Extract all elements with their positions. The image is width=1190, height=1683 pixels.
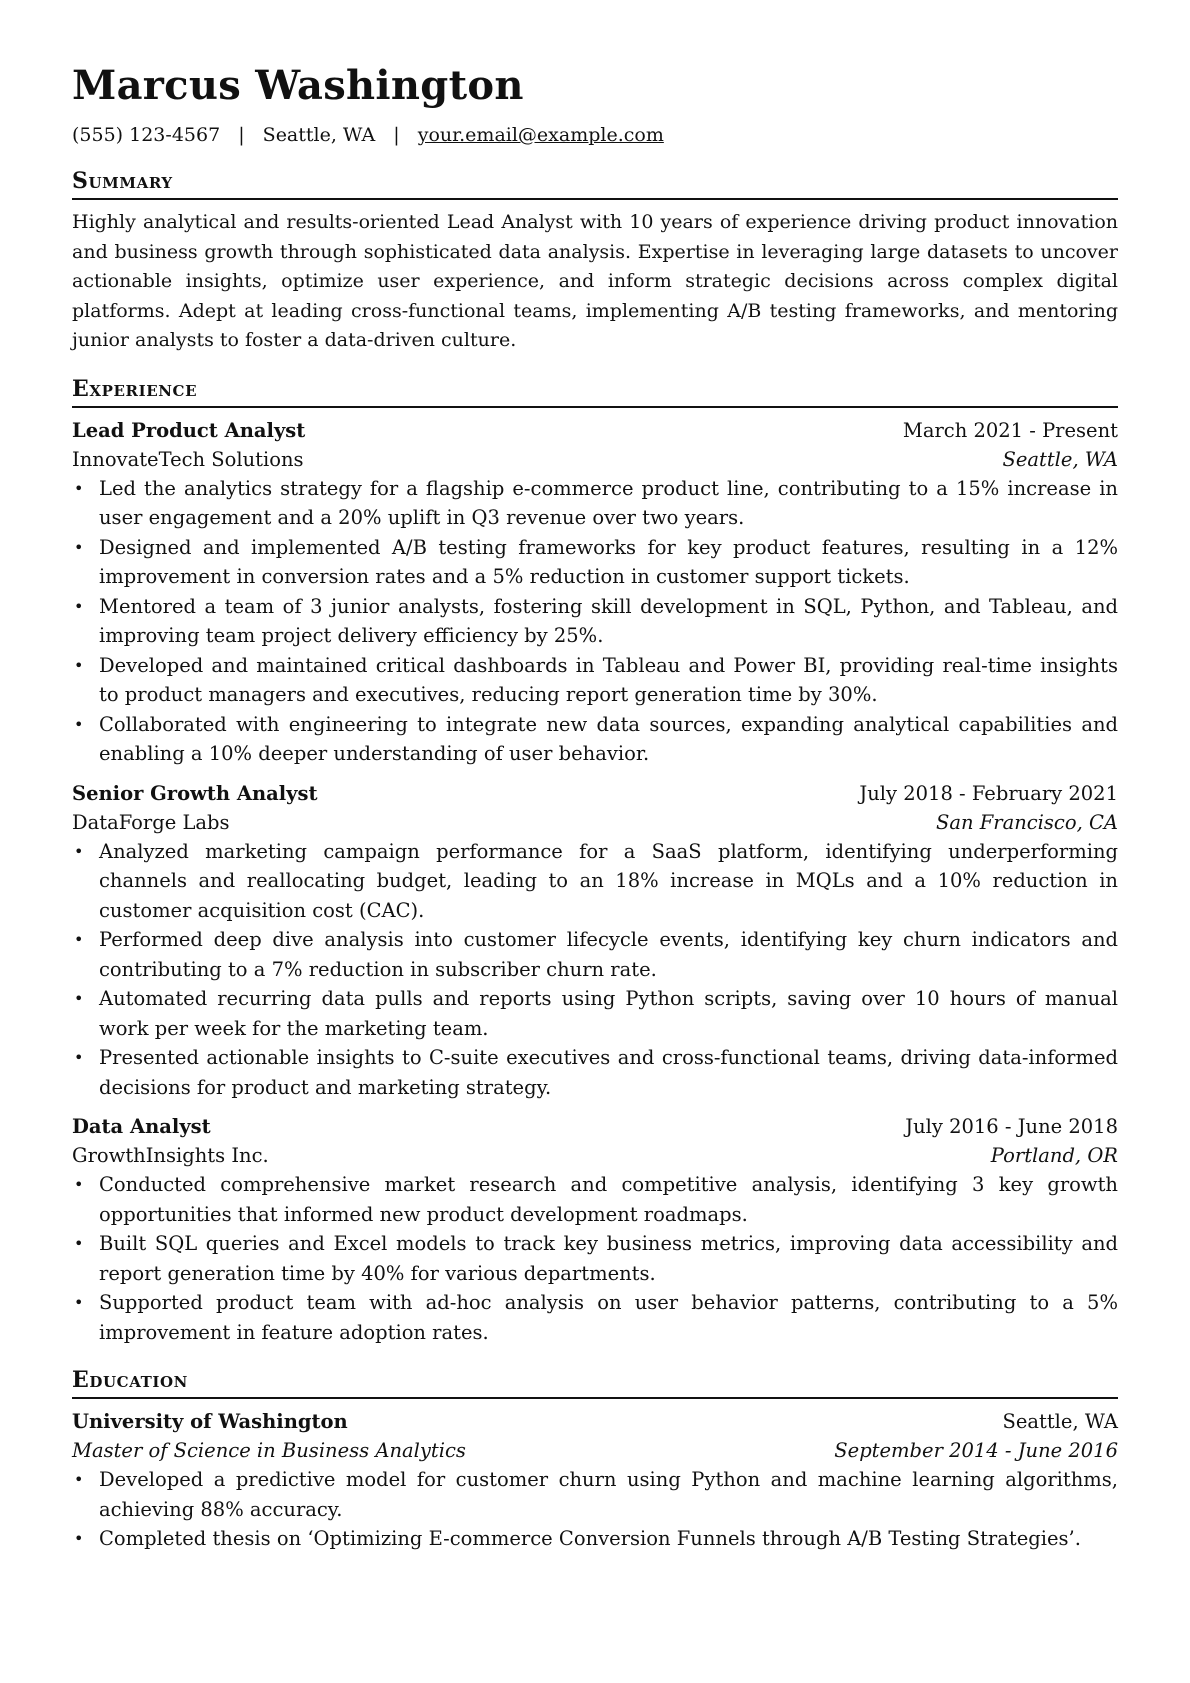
company-name: DataForge Labs [72, 810, 230, 834]
job-entry [72, 779, 1118, 1103]
job-bullets [72, 474, 1118, 769]
job-bullets [72, 837, 1118, 1103]
email-link[interactable]: your.email@example.com [417, 124, 664, 146]
education-bullets [72, 1465, 1118, 1554]
summary-text: Highly analytical and results-oriented Lead Analyst with 10 years of experience driving product innovation and business growth through sophisticated data analysis. Expertise in leveraging large datasets to uncover actionable insights, optimize user experience, and inform strategic decisions across complex digital platforms. Adept at leading cross-functional teams, implementing A/B testing frameworks, and mentoring junior analysts to foster a data-driven culture. [72, 211, 1118, 351]
summary-section [72, 166, 1118, 356]
full-name: Marcus Washington [72, 62, 524, 109]
job-company-row [72, 445, 1118, 474]
education-dates: September 2014 - June 2016 [834, 1439, 1118, 1462]
list-item: • Mentored a team of 3 junior analysts, fostering skill development in SQL, Python, and Tableau, and improving team project delivery efficiency by 25%. [99, 592, 1118, 651]
list-item: • Led the analytics strategy for a flagship e-commerce product line, contributing to a 15% increase in user engagement and a 20% uplift in Q3 revenue over two years. [99, 474, 1118, 533]
section-title-experience: Experience [72, 374, 1118, 408]
job-entry [72, 1112, 1118, 1347]
list-item: • Supported product team with ad-hoc analysis on user behavior patterns, contributing to a 5% improvement in feature adoption rates. [99, 1288, 1118, 1347]
location: Seattle, WA [262, 124, 376, 146]
section-title-summary: Summary [72, 166, 1118, 200]
list-item: • Conducted comprehensive market research and competitive analysis, identifying 3 key growth opportunities that informed new product development roadmaps. [99, 1170, 1118, 1229]
degree-name: Master of Science in Business Analytics [72, 1439, 466, 1462]
job-title: Data Analyst [72, 1115, 211, 1138]
list-item: • Performed deep dive analysis into customer lifecycle events, identifying key churn indicators and contributing to a 7% reduction in subscriber churn rate. [99, 925, 1118, 984]
company-name: InnovateTech Solutions [72, 447, 304, 471]
job-location: Seattle, WA [1002, 447, 1118, 471]
job-header-row [72, 416, 1118, 445]
job-company-row [72, 1141, 1118, 1170]
job-location: San Francisco, CA [935, 810, 1118, 834]
experience-section [72, 374, 1118, 1348]
job-header-row [72, 779, 1118, 808]
job-dates: July 2018 - February 2021 [859, 781, 1118, 805]
section-title-education: Education [72, 1365, 1118, 1399]
school-row [72, 1407, 1118, 1436]
job-company-row [72, 808, 1118, 837]
list-item: • Designed and implemented A/B testing frameworks for key product features, resulting in a 12% improvement in conversion rates and a 5% reduction in customer support tickets. [99, 533, 1118, 592]
list-item: • Developed and maintained critical dashboards in Tableau and Power BI, providing real-time insights to product managers and executives, reducing report generation time by 30%. [99, 651, 1118, 710]
job-location: Portland, OR [990, 1144, 1118, 1167]
list-item: • Automated recurring data pulls and reports using Python scripts, saving over 10 hours of manual work per week for the marketing team. [99, 984, 1118, 1043]
separator: | [393, 124, 400, 146]
school-name: University of Washington [72, 1410, 348, 1433]
list-item: • Collaborated with engineering to integrate new data sources, expanding analytical capabilities and enabling a 10% deeper understanding of user behavior. [99, 710, 1118, 769]
list-item: • Developed a predictive model for customer churn using Python and machine learning algorithms, achieving 88% accuracy. [99, 1465, 1118, 1524]
list-item: • Completed thesis on ‘Optimizing E-commerce Conversion Funnels through A/B Testing Strategies’. [99, 1524, 1118, 1554]
job-title: Lead Product Analyst [72, 418, 306, 442]
job-dates: July 2016 - June 2018 [905, 1115, 1118, 1138]
company-name: GrowthInsights Inc. [72, 1144, 269, 1167]
job-header-row [72, 1112, 1118, 1141]
separator: | [238, 124, 245, 146]
list-item: • Presented actionable insights to C-suite executives and cross-functional teams, driving data-informed decisions for product and marketing strategy. [99, 1043, 1118, 1102]
phone: (555) 123-4567 [72, 124, 221, 146]
education-section [72, 1365, 1118, 1554]
contact-line [72, 122, 1118, 148]
education-entry [72, 1407, 1118, 1554]
list-item: • Analyzed marketing campaign performance for a SaaS platform, identifying underperforming channels and reallocating budget, leading to an 18% increase in MQLs and a 10% reduction in customer acquisition cost (CAC). [99, 837, 1118, 926]
job-dates: March 2021 - Present [902, 418, 1118, 442]
job-title: Senior Growth Analyst [72, 781, 318, 805]
degree-row [72, 1436, 1118, 1465]
school-location: Seattle, WA [1002, 1410, 1118, 1433]
job-bullets [72, 1170, 1118, 1347]
header [72, 58, 1118, 148]
list-item: • Built SQL queries and Excel models to track key business metrics, improving data accessibility and report generation time by 40% for various departments. [99, 1229, 1118, 1288]
job-entry [72, 416, 1118, 769]
